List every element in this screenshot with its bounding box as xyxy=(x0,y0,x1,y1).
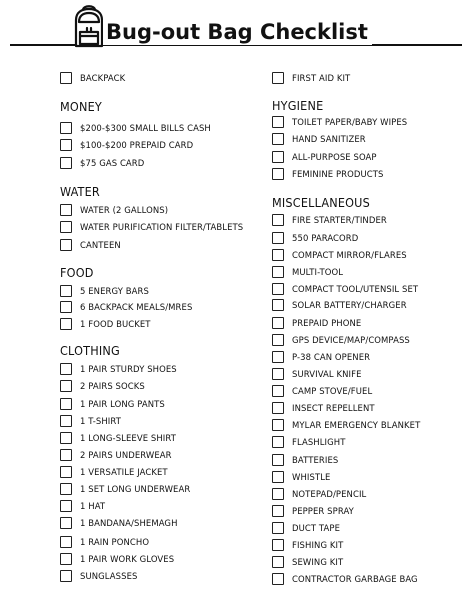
checklist-item-label: BATTERIES xyxy=(292,454,339,466)
checkbox[interactable] xyxy=(60,363,72,375)
checkbox[interactable] xyxy=(60,380,72,392)
checkbox[interactable] xyxy=(272,249,284,261)
page-title: Bug-out Bag Checklist xyxy=(103,19,372,45)
checklist-item-label: MULTI-TOOL xyxy=(292,266,344,278)
checklist-item[interactable] xyxy=(272,297,417,313)
checkbox[interactable] xyxy=(272,402,284,414)
checkbox[interactable] xyxy=(272,471,284,483)
checklist-item[interactable] xyxy=(272,417,432,433)
checklist-item-label: PEPPER SPRAY xyxy=(292,505,354,517)
checkbox[interactable] xyxy=(60,466,72,478)
checklist-item[interactable] xyxy=(60,515,186,531)
checklist-item-label: 1 HAT xyxy=(80,500,106,512)
checklist-item-label: WATER PURIFICATION FILTER/TABLETS xyxy=(80,221,244,233)
checkbox[interactable] xyxy=(60,483,72,495)
checkbox[interactable] xyxy=(272,334,284,346)
checklist-item-label: 6 BACKPACK MEALS/MRES xyxy=(80,301,193,313)
checklist-item[interactable] xyxy=(272,366,368,382)
checklist-item-label: 1 PAIR LONG PANTS xyxy=(80,398,165,410)
checklist-item[interactable] xyxy=(272,571,429,587)
checklist-item-label: WHISTLE xyxy=(292,471,331,483)
checklist-item-label: 1 PAIR WORK GLOVES xyxy=(80,553,175,565)
checkbox[interactable] xyxy=(272,299,284,311)
checkbox[interactable] xyxy=(60,221,72,233)
checklist-item[interactable] xyxy=(60,447,180,463)
checklist-item[interactable] xyxy=(272,349,377,365)
checklist-item-label: $100-$200 PREPAID CARD xyxy=(80,139,194,151)
checklist-item[interactable] xyxy=(272,452,342,468)
checklist-item[interactable] xyxy=(60,283,155,299)
checkbox[interactable] xyxy=(272,488,284,500)
checklist-item-label: $75 GAS CARD xyxy=(80,157,145,169)
checkbox[interactable] xyxy=(272,151,284,163)
checklist-item[interactable] xyxy=(60,413,125,429)
checklist-item[interactable] xyxy=(272,114,417,130)
checklist-item-label: 5 ENERGY BARS xyxy=(80,285,149,297)
checklist-item-label: 1 LONG-SLEEVE SHIRT xyxy=(80,432,176,444)
checklist-item[interactable] xyxy=(60,464,175,480)
checklist-item[interactable] xyxy=(272,315,367,331)
checklist-item-label: 1 FOOD BUCKET xyxy=(80,318,151,330)
checkbox[interactable] xyxy=(272,385,284,397)
section-heading-water: WATER xyxy=(60,184,100,199)
checklist-item-label: 1 VERSATILE JACKET xyxy=(80,466,168,478)
checklist-item-label: COMPACT TOOL/UTENSIL SET xyxy=(292,283,419,295)
checklist-item-label: FEMININE PRODUCTS xyxy=(292,168,384,180)
checkbox[interactable] xyxy=(60,415,72,427)
checkbox[interactable] xyxy=(60,318,72,330)
checklist-item[interactable] xyxy=(272,332,420,348)
checklist-item-label: 1 RAIN PONCHO xyxy=(80,536,150,548)
checklist-item-label: SURVIVAL KNIFE xyxy=(292,368,362,380)
checklist-item-label: FISHING KIT xyxy=(292,539,344,551)
section-heading-clothing: CLOTHING xyxy=(60,343,120,358)
checklist-item-label: FIRST AID KIT xyxy=(292,72,351,84)
checklist-item[interactable] xyxy=(272,537,348,553)
checklist-item-label: NOTEPAD/PENCIL xyxy=(292,488,367,500)
checkbox[interactable] xyxy=(60,553,72,565)
checklist-item-label: 2 PAIRS SOCKS xyxy=(80,380,145,392)
checklist-item[interactable] xyxy=(60,219,257,235)
section-heading-food: FOOD xyxy=(60,265,94,280)
checklist-item-label: CONTRACTOR GARBAGE BAG xyxy=(292,573,418,585)
checkbox[interactable] xyxy=(60,500,72,512)
checkbox[interactable] xyxy=(272,168,284,180)
checklist-item[interactable] xyxy=(60,534,155,550)
checklist-item-label: MYLAR EMERGENCY BLANKET xyxy=(292,419,421,431)
checkbox[interactable] xyxy=(272,116,284,128)
checkbox[interactable] xyxy=(60,285,72,297)
checkbox[interactable] xyxy=(60,157,72,169)
checkbox[interactable] xyxy=(272,232,284,244)
checklist-item[interactable] xyxy=(272,281,429,297)
checklist-item[interactable] xyxy=(60,202,176,218)
checklist-item[interactable] xyxy=(60,498,107,514)
checklist-item-label: COMPACT MIRROR/FLARES xyxy=(292,249,407,261)
checkbox[interactable] xyxy=(272,266,284,278)
checkbox[interactable] xyxy=(272,556,284,568)
checkbox[interactable] xyxy=(60,204,72,216)
checklist-item-label: P-38 CAN OPENER xyxy=(292,351,371,363)
checkbox[interactable] xyxy=(272,317,284,329)
checkbox[interactable] xyxy=(60,398,72,410)
checklist-item[interactable] xyxy=(272,264,348,280)
checklist-item[interactable] xyxy=(272,131,372,147)
checklist-item[interactable] xyxy=(272,212,395,228)
checklist-item-label: SUNGLASSES xyxy=(80,570,138,582)
checklist-item-label: 1 SET LONG UNDERWEAR xyxy=(80,483,191,495)
checkbox[interactable] xyxy=(272,419,284,431)
checklist-item-label: SEWING KIT xyxy=(292,556,344,568)
checkbox[interactable] xyxy=(60,432,72,444)
checklist-item-label: 550 PARACORD xyxy=(292,232,359,244)
checkbox[interactable] xyxy=(272,539,284,551)
checklist-item-label: FLASHLIGHT xyxy=(292,436,346,448)
checkbox[interactable] xyxy=(272,72,284,84)
checklist-item-label: DUCT TAPE xyxy=(292,522,341,534)
checkbox[interactable] xyxy=(60,570,72,582)
checklist-item[interactable] xyxy=(60,155,150,171)
checklist-item-label: 1 BANDANA/SHEMAGH xyxy=(80,517,178,529)
checklist-item[interactable] xyxy=(272,70,355,86)
checkbox[interactable] xyxy=(272,214,284,226)
checkbox[interactable] xyxy=(272,454,284,466)
checklist-item[interactable] xyxy=(272,503,359,519)
checklist-item[interactable] xyxy=(272,434,350,450)
checklist-item-label: WATER (2 GALLONS) xyxy=(80,204,169,216)
checklist-item-label: CAMP STOVE/FUEL xyxy=(292,385,373,397)
checklist-item[interactable] xyxy=(60,430,184,446)
section-heading-hygiene: HYGIENE xyxy=(272,98,324,113)
checklist-item[interactable] xyxy=(60,568,142,584)
checkbox[interactable] xyxy=(272,283,284,295)
checkbox[interactable] xyxy=(272,368,284,380)
checklist-item-label: ALL-PURPOSE SOAP xyxy=(292,151,377,163)
checklist-item[interactable] xyxy=(272,486,373,502)
checklist-item[interactable] xyxy=(272,166,391,182)
header xyxy=(0,0,474,52)
checkbox[interactable] xyxy=(272,133,284,145)
checkbox[interactable] xyxy=(272,505,284,517)
checkbox[interactable] xyxy=(60,239,72,251)
checkbox[interactable] xyxy=(60,139,72,151)
checklist-item-label: 1 T-SHIRT xyxy=(80,415,121,427)
checkbox[interactable] xyxy=(60,301,72,313)
checkbox[interactable] xyxy=(60,122,72,134)
checklist-item[interactable] xyxy=(272,469,334,485)
section-heading-miscellaneous: MISCELLANEOUS xyxy=(272,195,370,210)
checklist-item[interactable] xyxy=(272,554,348,570)
checklist-item-label: 1 PAIR STURDY SHOES xyxy=(80,363,177,375)
checklist-item[interactable] xyxy=(60,361,185,377)
checkbox[interactable] xyxy=(272,573,284,585)
checklist-item[interactable] xyxy=(60,378,150,394)
checklist-item[interactable] xyxy=(60,137,203,153)
checklist-item[interactable] xyxy=(60,299,202,315)
checklist-item-label: CANTEEN xyxy=(80,239,121,251)
checkbox[interactable] xyxy=(272,522,284,534)
checklist-item-label: GPS DEVICE/MAP/COMPASS xyxy=(292,334,410,346)
checklist-item-label: PREPAID PHONE xyxy=(292,317,362,329)
checklist-item-label: TOILET PAPER/BABY WIPES xyxy=(292,116,408,128)
checklist-item-label: FIRE STARTER/TINDER xyxy=(292,214,387,226)
checklist-item[interactable] xyxy=(272,230,364,246)
checklist-item-label: HAND SANITIZER xyxy=(292,133,366,145)
checklist-item[interactable] xyxy=(272,383,379,399)
section-heading-money: MONEY xyxy=(60,99,102,114)
checkbox[interactable] xyxy=(60,517,72,529)
checklist-item[interactable] xyxy=(60,481,200,497)
checklist-item-label: BACKPACK xyxy=(80,72,126,84)
checkbox[interactable] xyxy=(60,449,72,461)
checklist-item-label: $200-$300 SMALL BILLS CASH xyxy=(80,122,211,134)
checklist-item[interactable] xyxy=(60,316,157,332)
checklist-item[interactable] xyxy=(60,70,129,86)
checklist-item-label: INSECT REPELLENT xyxy=(292,402,375,414)
checklist-item[interactable] xyxy=(272,520,344,536)
checklist-item[interactable] xyxy=(272,400,382,416)
checklist-item[interactable] xyxy=(60,120,222,136)
checklist-item[interactable] xyxy=(272,149,384,165)
checklist-item-label: 2 PAIRS UNDERWEAR xyxy=(80,449,172,461)
checkbox[interactable] xyxy=(272,351,284,363)
checkbox[interactable] xyxy=(60,72,72,84)
checklist-item[interactable] xyxy=(272,247,417,263)
checklist-item[interactable] xyxy=(60,237,124,253)
checklist-item-label: SOLAR BATTERY/CHARGER xyxy=(292,299,407,311)
checkbox[interactable] xyxy=(272,436,284,448)
checklist-item[interactable] xyxy=(60,396,172,412)
checkbox[interactable] xyxy=(60,536,72,548)
checklist-item[interactable] xyxy=(60,551,182,567)
